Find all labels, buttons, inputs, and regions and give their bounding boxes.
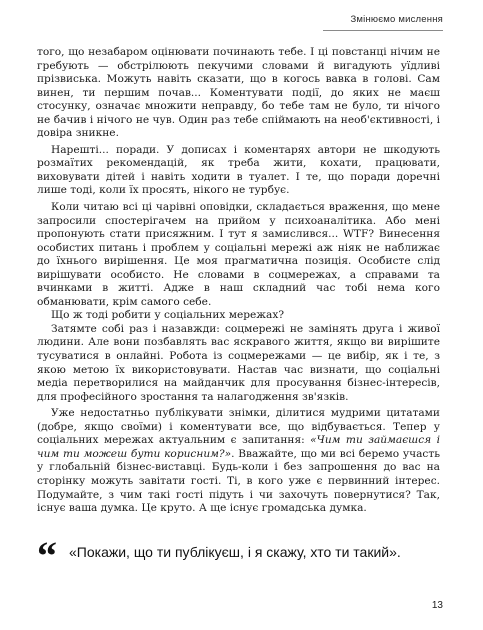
paragraph-5: Затямте собі раз і назавжди: соцмережі не замінять друга і живої людини. Але вони позбавлять вас яскравого життя, якщо ви вирішите тусуватися в онлайні. Робота із соцмережами — це вибір, як і те, з якою метою їх використовувати. Настав час визнати, що соціальні медіа перетворилися на майданчик для просування бізнес-інтересів, для професійного зростання та налагодження зв'язків. bbox=[37, 322, 440, 403]
body-text bbox=[37, 46, 440, 516]
running-header-title: Змінюємо мислення bbox=[350, 14, 443, 25]
pull-quote-text: «Покажи, що ти публікуєш, і я скажу, хто ти такий». bbox=[69, 544, 401, 560]
paragraph-6-tail: . Вважайте, що ми всі беремо участь у глобальній бізнес-виставці. Будь-коли і без запрошення до вас на сторінку можуть завітати гості. Ті, в кого уже є первинний інтерес. Подумайте, з чим такі гості підуть і чи захочуть повернутися? Так, існує ваша думка. Це круто. А ще існує громадська думка. bbox=[37, 447, 440, 515]
header-rule bbox=[323, 30, 443, 31]
paragraph-1: того, що незабаром оцінювати починають тебе. І ці повстанці нічим не гребують — обстрілюють пекучими словами й вигадують уїдливі прізвиська. Можуть навіть сказати, що в когось вавка в голові. Сам винен, ти першим почав... Коментувати події, до яких не маєш стосунку, означає множити неправду, бо тебе там не було, ти нічого не бачив і нічого не чув. Один раз тебе спіймають на необ'єктивності, і довіра зникне. bbox=[37, 46, 440, 140]
paragraph-4: Що ж тоді робити у соціальних мережах? bbox=[51, 309, 285, 322]
paragraph-3: Коли читаю всі ці чарівні оповідки, складається враження, що мене запросили спостерігачем на прийом у психоаналітика. Або мені пропонують стати присяжним. І тут я замислився... WTF? Винесення особистих питань і проблем у соціальні мережі аж ніяк не наближає до їхнього вирішення. Це моя прагматична позиція. Особисте слід вирішувати особисто. Не словами в соцмережах, а справами та вчинками в житті. Адже в наш складний час тобі нема кого обманювати, крім самого себе. bbox=[37, 201, 440, 308]
page-number: 13 bbox=[431, 600, 443, 611]
paragraph-2: Нарешті... поради. У дописах і коментарях автори не шкодують розмаїтих рекомендацій, як треба жити, кохати, працювати, виховувати дітей і навіть ходити в туалет. І те, що поради доречні лише тоді, коли їх просять, нікого не турбує. bbox=[37, 143, 440, 197]
quote-mark-icon: “ bbox=[37, 533, 57, 578]
pull-quote bbox=[37, 533, 447, 578]
paragraph-6 bbox=[37, 407, 440, 515]
paragraph-6-italic-question: «Чим ти займаєшся і чим ти можеш бути корисним?» bbox=[37, 434, 440, 460]
paragraph-6-lead: Уже недостатньо публікувати знімки, ділитися мудрими цитатами (добре, якщо своїми) і коментувати все, що відбувається. Тепер у соціальних мережах актуальним є запитання: bbox=[37, 407, 440, 447]
